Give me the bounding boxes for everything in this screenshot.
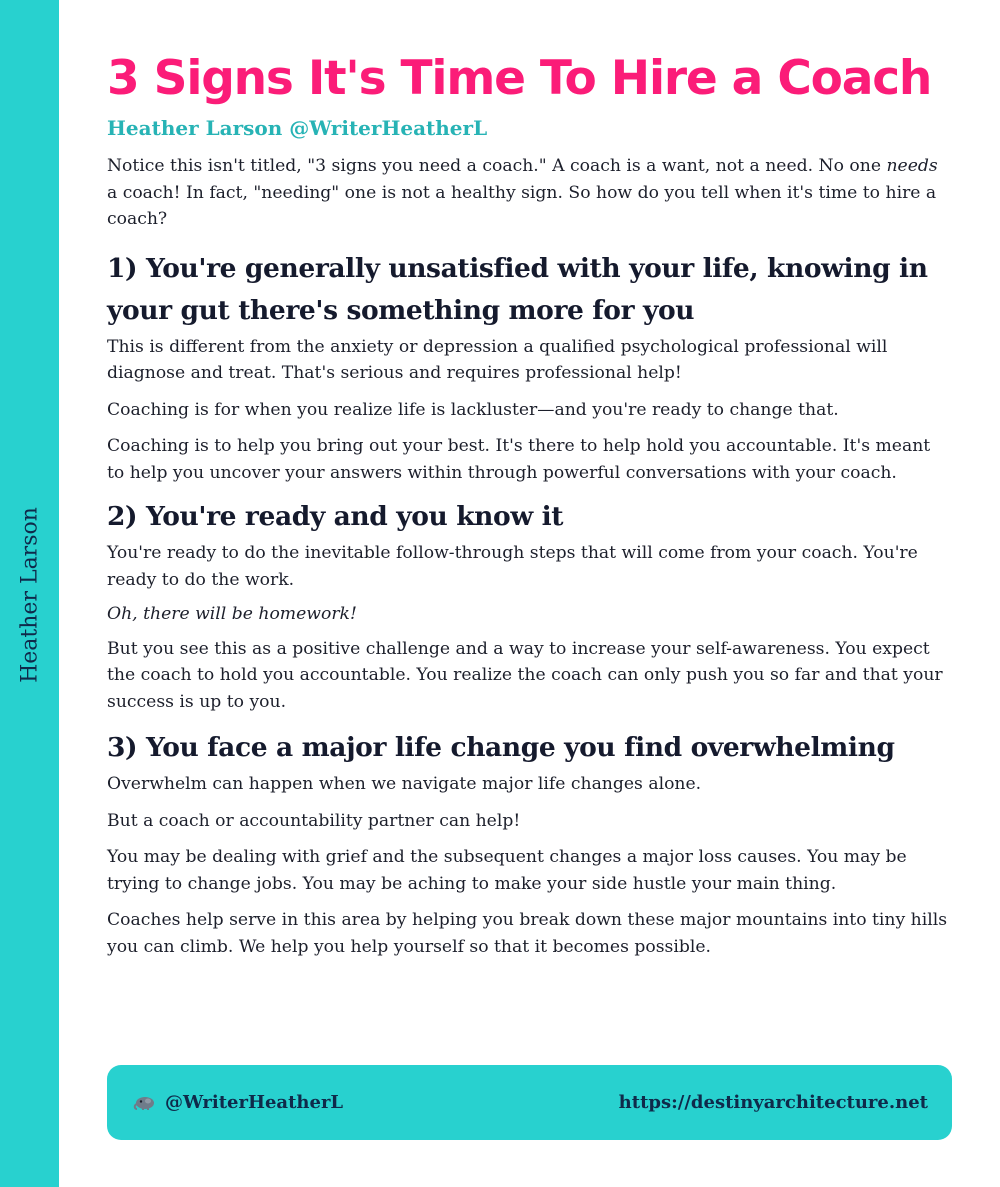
footer-handle: @WriterHeatherL: [165, 1092, 344, 1113]
section-3-paragraph: You may be dealing with grief and the subsequent changes a major loss causes. You may be trying to change jobs. You may be aching to make your side hustle your main thing.: [107, 847, 907, 894]
section-3-heading: 3) You face a major life change you find overwhelming: [107, 732, 895, 763]
section-1-paragraph: Coaching is to help you bring out your best. It's there to help hold you accountable. It's meant to help you uncover your answers within through powerful conversations with your coach.: [107, 436, 931, 483]
sidebar-author-label: Heather Larson: [17, 507, 43, 683]
section-2-heading: 2) You're ready and you know it: [107, 501, 564, 532]
section-3-paragraph: Overwhelm can happen when we navigate major life changes alone.: [107, 774, 702, 794]
footer-bar: [107, 1065, 952, 1140]
intro-text-end: a coach! In fact, "needing" one is not a healthy sign. So how do you tell when it's time to hire a coach?: [107, 182, 937, 229]
side-bar: [0, 0, 59, 1187]
intro-emphasis: needs: [886, 156, 938, 176]
footer-handle-group[interactable]: [133, 1065, 343, 1140]
intro-paragraph: [107, 153, 952, 233]
section-2-paragraph: You're ready to do the inevitable follow-through steps that will come from your coach. You're ready to do the work.: [107, 543, 918, 590]
author-byline: Heather Larson @WriterHeatherL: [107, 116, 488, 140]
section-1-paragraph: This is different from the anxiety or depression a qualified psychological professional will diagnose and treat. That's serious and requires professional help!: [107, 336, 888, 383]
footer-website-link[interactable]: https://destinyarchitecture.net: [618, 1092, 928, 1113]
section-1-heading: 1) You're generally unsatisfied with your life, knowing in your gut there's something more for you: [107, 252, 928, 326]
section-1-paragraph: Coaching is for when you realize life is lackluster—and you're ready to change that.: [107, 399, 839, 420]
section-3-paragraph: Coaches help serve in this area by helping you break down these major mountains into tiny hills you can climb. We help you help yourself so that it becomes possible.: [107, 910, 948, 957]
section-2-paragraph-italic: Oh, there will be homework!: [107, 604, 357, 624]
section-2-paragraph: But you see this as a positive challenge and a way to increase your self-awareness. You expect the coach to hold you accountable. You realize the coach can only push you so far and that your success is up to you.: [107, 638, 943, 712]
article: [107, 48, 952, 960]
mammoth-icon: [133, 1095, 155, 1111]
section-3-paragraph: But a coach or accountability partner can help!: [107, 810, 521, 831]
intro-text-start: Notice this isn't titled, "3 signs you need a coach." A coach is a want, not a need. No one: [107, 156, 887, 176]
page-title: 3 Signs It's Time To Hire a Coach: [107, 51, 932, 106]
